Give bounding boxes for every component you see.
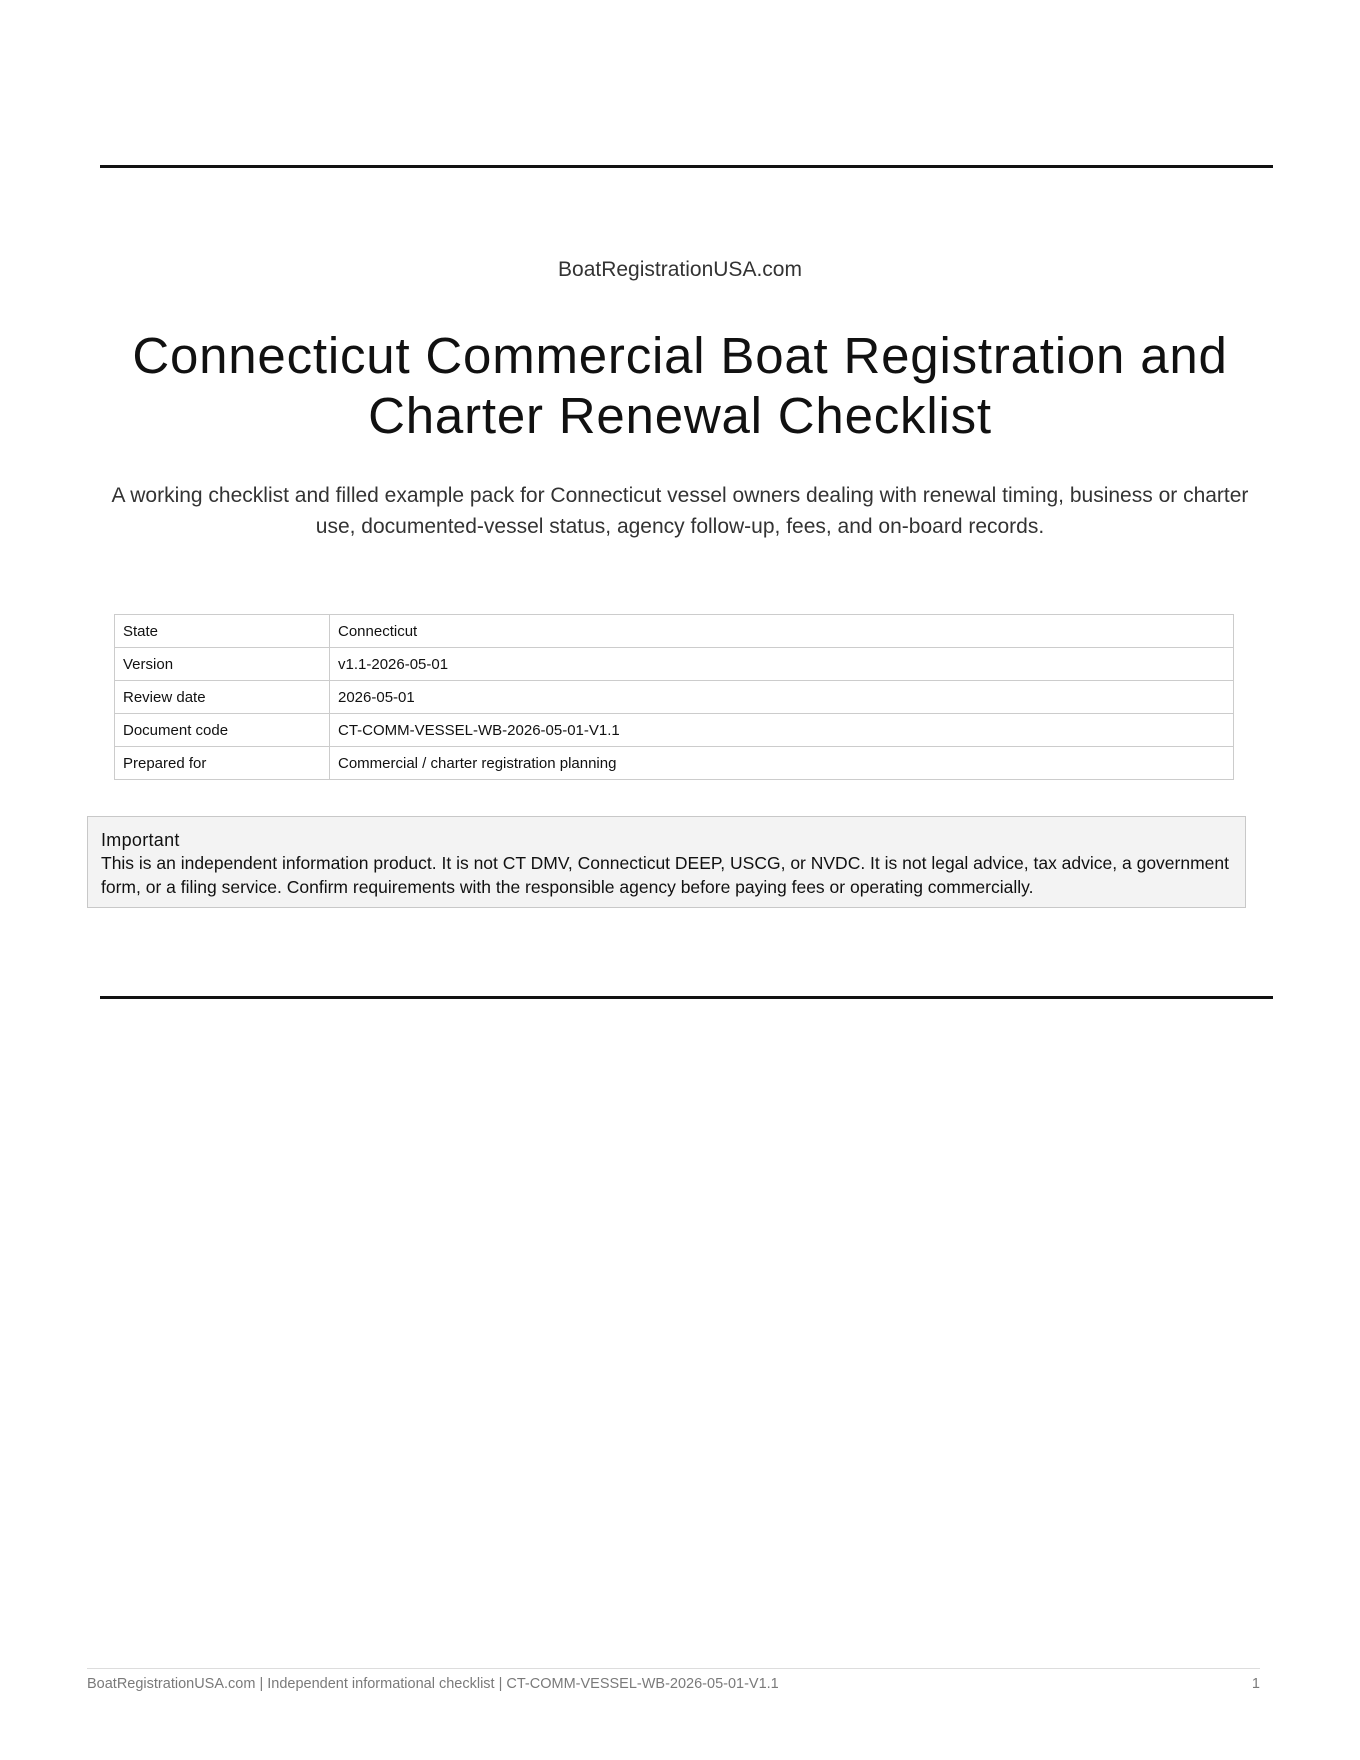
meta-value-state: Connecticut bbox=[330, 615, 1234, 648]
meta-value-version: v1.1-2026-05-01 bbox=[330, 648, 1234, 681]
bottom-rule bbox=[100, 996, 1273, 999]
meta-value-prepared-for: Commercial / charter registration planning bbox=[330, 747, 1234, 780]
table-row bbox=[115, 615, 1234, 648]
brand-name: BoatRegistrationUSA.com bbox=[558, 258, 802, 281]
meta-label-version: Version bbox=[115, 648, 330, 681]
top-rule bbox=[100, 165, 1273, 168]
meta-value-review-date: 2026-05-01 bbox=[330, 681, 1234, 714]
important-notice bbox=[87, 816, 1246, 908]
meta-label-document-code: Document code bbox=[115, 714, 330, 747]
metadata-table bbox=[114, 614, 1234, 780]
document-title: Connecticut Commercial Boat Registration and Charter Renewal Checklist bbox=[132, 327, 1228, 444]
document-subtitle: A working checklist and filled example pack for Connecticut vessel owners dealing with renewal timing, business or charter use, documented-vessel status, agency follow-up, fees, and on-board records. bbox=[111, 484, 1249, 538]
table-row bbox=[115, 747, 1234, 780]
notice-heading: Important bbox=[101, 830, 180, 850]
table-row bbox=[115, 681, 1234, 714]
footer-text: BoatRegistrationUSA.com | Independent informational checklist | CT-COMM-VESSEL-WB-2026-05-01-V1.1 bbox=[87, 1676, 779, 1692]
notice-body: This is an independent information product. It is not CT DMV, Connecticut DEEP, USCG, or NVDC. It is not legal advice, tax advice, a government form, or a filing service. Confirm requirements with the responsible agency before paying fees or operating commercially. bbox=[101, 853, 1229, 897]
meta-label-prepared-for: Prepared for bbox=[115, 747, 330, 780]
table-row bbox=[115, 714, 1234, 747]
page-number: 1 bbox=[1251, 1676, 1260, 1692]
footer-divider bbox=[87, 1668, 1260, 1669]
table-row bbox=[115, 648, 1234, 681]
meta-label-review-date: Review date bbox=[115, 681, 330, 714]
meta-label-state: State bbox=[115, 615, 330, 648]
meta-value-document-code: CT-COMM-VESSEL-WB-2026-05-01-V1.1 bbox=[330, 714, 1234, 747]
